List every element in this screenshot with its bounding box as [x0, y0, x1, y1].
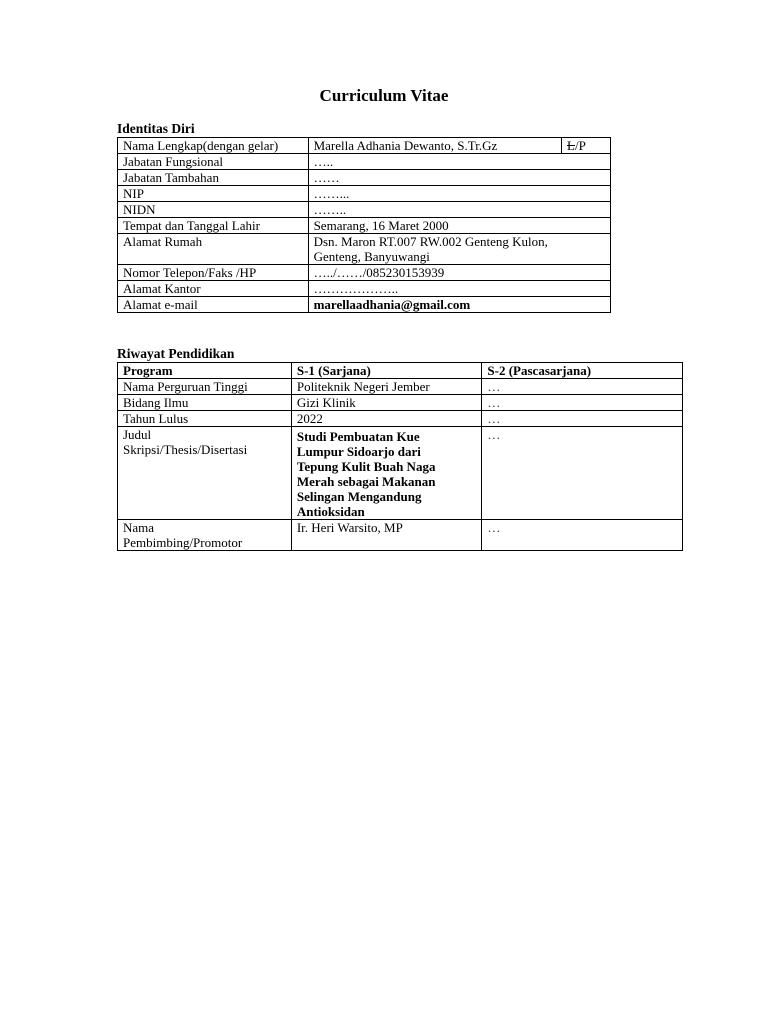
address-line-1: Dsn. Maron RT.007 RW.002 Genteng Kulon, — [313, 234, 548, 249]
s2-value: … — [482, 395, 683, 411]
row-label: NIP — [118, 186, 309, 202]
table-row — [118, 218, 611, 234]
label-line-2: Pembimbing/Promotor — [123, 535, 243, 550]
row-label: Jabatan Fungsional — [118, 154, 309, 170]
thesis-line: Antioksidan — [296, 504, 365, 519]
row-value: Marella Adhania Dewanto, S.Tr.Gz — [308, 138, 561, 154]
row-value: Semarang, 16 Maret 2000 — [308, 218, 610, 234]
address-line-2: Genteng, Banyuwangi — [313, 249, 430, 264]
table-row — [118, 379, 683, 395]
email-value: marellaadhania@gmail.com — [308, 297, 610, 313]
thesis-line: Merah sebagai Makanan — [296, 474, 436, 489]
row-value: …….. — [308, 202, 610, 218]
label-line-1: Nama — [123, 520, 155, 535]
s1-value: Ir. Heri Warsito, MP — [291, 520, 482, 551]
s2-value: … — [482, 411, 683, 427]
row-label: Alamat e-mail — [118, 297, 309, 313]
table-row — [118, 202, 611, 218]
thesis-line: Selingan Mengandung — [296, 489, 422, 504]
table-row — [118, 154, 611, 170]
row-label: Nomor Telepon/Faks /HP — [118, 265, 309, 281]
row-value: ……... — [308, 186, 610, 202]
s2-value: … — [482, 427, 683, 520]
header-s2: S-2 (Pascasarjana) — [482, 363, 683, 379]
thesis-line: Studi Pembuatan Kue — [296, 429, 420, 444]
row-value: …../……/085230153939 — [308, 265, 610, 281]
gender-cell — [562, 138, 611, 154]
table-header-row — [118, 363, 683, 379]
table-row — [118, 265, 611, 281]
label-line-1: Judul — [123, 427, 152, 442]
row-label: Bidang Ilmu — [118, 395, 292, 411]
row-value — [308, 234, 610, 265]
s2-value: … — [482, 520, 683, 551]
document-title: Curriculum Vitae — [319, 86, 449, 105]
table-row — [118, 138, 611, 154]
table-row — [118, 297, 611, 313]
row-label: Jabatan Tambahan — [118, 170, 309, 186]
identity-table — [117, 137, 611, 313]
thesis-line: Lumpur Sidoarjo dari — [296, 444, 421, 459]
thesis-title — [291, 427, 482, 520]
s1-value: 2022 — [291, 411, 482, 427]
s1-value: Politeknik Negeri Jember — [291, 379, 482, 395]
row-value: …… — [308, 170, 610, 186]
row-label: Nama Perguruan Tinggi — [118, 379, 292, 395]
table-row — [118, 234, 611, 265]
row-label: Tempat dan Tanggal Lahir — [118, 218, 309, 234]
row-label — [118, 427, 292, 520]
table-row — [118, 427, 683, 520]
header-program: Program — [118, 363, 292, 379]
row-label: Alamat Kantor — [118, 281, 309, 297]
table-row — [118, 520, 683, 551]
s1-value: Gizi Klinik — [291, 395, 482, 411]
label-line-2: Skripsi/Thesis/Disertasi — [123, 442, 248, 457]
row-label: Nama Lengkap(dengan gelar) — [118, 138, 309, 154]
table-row — [118, 186, 611, 202]
education-table — [117, 362, 683, 551]
row-label — [118, 520, 292, 551]
header-s1: S-1 (Sarjana) — [291, 363, 482, 379]
gender-l: L — [567, 138, 575, 153]
section-heading-identitas: Identitas Diri — [117, 121, 195, 136]
row-value: ……………….. — [308, 281, 610, 297]
row-label: Alamat Rumah — [118, 234, 309, 265]
gender-p: /P — [574, 138, 586, 153]
section-heading-pendidikan: Riwayat Pendidikan — [117, 346, 235, 361]
row-label: Tahun Lulus — [118, 411, 292, 427]
row-value: ….. — [308, 154, 610, 170]
thesis-line: Tepung Kulit Buah Naga — [296, 459, 436, 474]
row-label: NIDN — [118, 202, 309, 218]
table-row — [118, 395, 683, 411]
table-row — [118, 281, 611, 297]
s2-value: … — [482, 379, 683, 395]
table-row — [118, 170, 611, 186]
table-row — [118, 411, 683, 427]
